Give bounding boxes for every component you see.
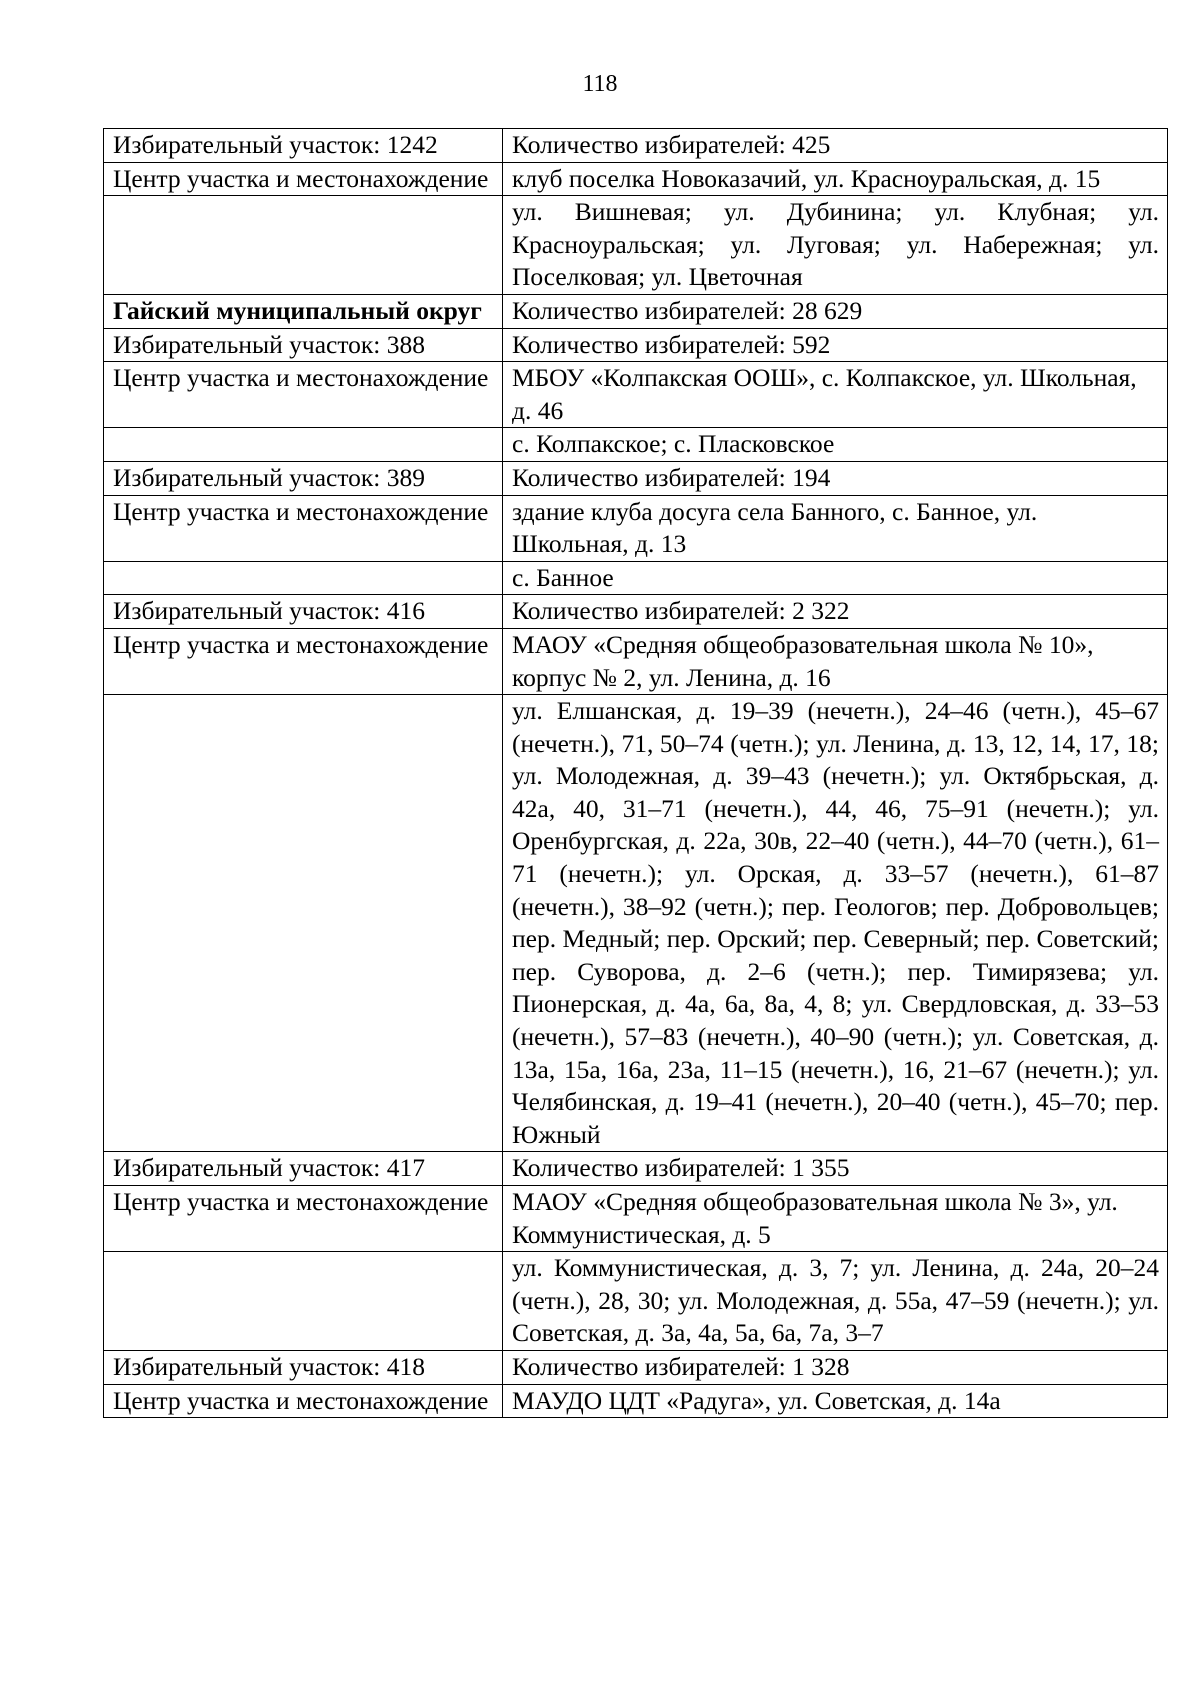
voter-count-cell: Количество избирателей: 1 328 <box>503 1350 1168 1384</box>
center-label-cell: Центр участка и местонахождение <box>104 1384 503 1418</box>
table-row-streets-416 <box>104 695 1168 1152</box>
table-row-streets-417 <box>104 1252 1168 1351</box>
center-address-cell: МБОУ «Колпакская ООШ», с. Колпакское, ул. Школьная, д. 46 <box>503 362 1168 428</box>
table-row-center-416 <box>104 628 1168 694</box>
empty-cell <box>104 1252 503 1351</box>
center-address-cell: МАУДО ЦДТ «Радуга», ул. Советская, д. 14а <box>503 1384 1168 1418</box>
voter-count-cell: Количество избирателей: 2 322 <box>503 595 1168 629</box>
polling-stations-table <box>103 128 1168 1418</box>
streets-cell: ул. Вишневая; ул. Дубинина; ул. Клубная; ул. Красноуральская; ул. Луговая; ул. Набережная; ул. Поселковая; ул. Цветочная <box>503 196 1168 295</box>
table-row-center-417 <box>104 1186 1168 1252</box>
center-label-cell: Центр участка и местонахождение <box>104 162 503 196</box>
center-label-cell: Центр участка и местонахождение <box>104 362 503 428</box>
voter-count-cell: Количество избирателей: 1 355 <box>503 1152 1168 1186</box>
table-row-center-418 <box>104 1384 1168 1418</box>
table-row-station-417 <box>104 1152 1168 1186</box>
center-address-cell: МАОУ «Средняя общеобразовательная школа № 3», ул. Коммунистическая, д. 5 <box>503 1186 1168 1252</box>
streets-cell: с. Колпакское; с. Пласковское <box>503 428 1168 462</box>
empty-cell <box>104 695 503 1152</box>
district-voter-count-cell: Количество избирателей: 28 629 <box>503 294 1168 328</box>
station-number-cell: Избирательный участок: 1242 <box>104 129 503 163</box>
empty-cell <box>104 561 503 595</box>
station-number-cell: Избирательный участок: 418 <box>104 1350 503 1384</box>
table-row-station-416 <box>104 595 1168 629</box>
empty-cell <box>104 428 503 462</box>
table-row-center-389 <box>104 495 1168 561</box>
table-row-station-1242 <box>104 129 1168 163</box>
table-row-district-header <box>104 294 1168 328</box>
station-number-cell: Избирательный участок: 416 <box>104 595 503 629</box>
center-address-cell: МАОУ «Средняя общеобразовательная школа № 10», корпус № 2, ул. Ленина, д. 16 <box>503 628 1168 694</box>
page-number: 118 <box>582 71 618 97</box>
streets-cell: с. Банное <box>503 561 1168 595</box>
center-label-cell: Центр участка и местонахождение <box>104 1186 503 1252</box>
voter-count-cell: Количество избирателей: 425 <box>503 129 1168 163</box>
table-row-streets-388 <box>104 428 1168 462</box>
table-row-station-388 <box>104 328 1168 362</box>
center-address-cell: здание клуба досуга села Банного, с. Банное, ул. Школьная, д. 13 <box>503 495 1168 561</box>
center-address-cell: клуб поселка Новоказачий, ул. Красноуральская, д. 15 <box>503 162 1168 196</box>
table-row-center-388 <box>104 362 1168 428</box>
station-number-cell: Избирательный участок: 417 <box>104 1152 503 1186</box>
table-row-streets-389 <box>104 561 1168 595</box>
station-number-cell: Избирательный участок: 388 <box>104 328 503 362</box>
voter-count-cell: Количество избирателей: 592 <box>503 328 1168 362</box>
voter-count-cell: Количество избирателей: 194 <box>503 461 1168 495</box>
center-label-cell: Центр участка и местонахождение <box>104 628 503 694</box>
streets-cell: ул. Елшанская, д. 19–39 (нечетн.), 24–46 (четн.), 45–67 (нечетн.), 71, 50–74 (четн.); ул. Ленина, д. 13, 12, 14, 17, 18; ул. Молодежная, д. 39–43 (нечетн.); ул. Октябрьская, д. 42а, 40, 31–71 (нечетн.), 44, 46, 75–91 (нечетн.); ул. Оренбургская, д. 22а, 30в, 22–40 (четн.), 44–70 (четн.), 61–71 (нечетн.); ул. Орская, д. 33–57 (нечетн.), 61–87 (нечетн.), 38–92 (четн.); пер. Геологов; пер. Добровольцев; пер. Медный; пер. Орский; пер. Северный; пер. Советский; пер. Суворова, д. 2–6 (четн.); пер. Тимирязева; ул. Пионерская, д. 4а, 6а, 8а, 4, 8; ул. Свердловская, д. 33–53 (нечетн.), 57–83 (нечетн.), 40–90 (четн.); ул. Советская, д. 13а, 15а, 16а, 23а, 11–15 (нечетн.), 16, 21–67 (нечетн.); ул. Челябинская, д. 19–41 (нечетн.), 20–40 (четн.), 45–70; пер. Южный <box>503 695 1168 1152</box>
streets-cell: ул. Коммунистическая, д. 3, 7; ул. Ленина, д. 24а, 20–24 (четн.), 28, 30; ул. Молодежная, д. 55а, 47–59 (нечетн.); ул. Советская, д. 3а, 4а, 5а, 6а, 7а, 3–7 <box>503 1252 1168 1351</box>
district-name-cell: Гайский муниципальный округ <box>104 294 503 328</box>
table-row-streets-1242 <box>104 196 1168 295</box>
empty-cell <box>104 196 503 295</box>
center-label-cell: Центр участка и местонахождение <box>104 495 503 561</box>
station-number-cell: Избирательный участок: 389 <box>104 461 503 495</box>
table-row-station-389 <box>104 461 1168 495</box>
table-row-station-418 <box>104 1350 1168 1384</box>
table-row-center-1242 <box>104 162 1168 196</box>
